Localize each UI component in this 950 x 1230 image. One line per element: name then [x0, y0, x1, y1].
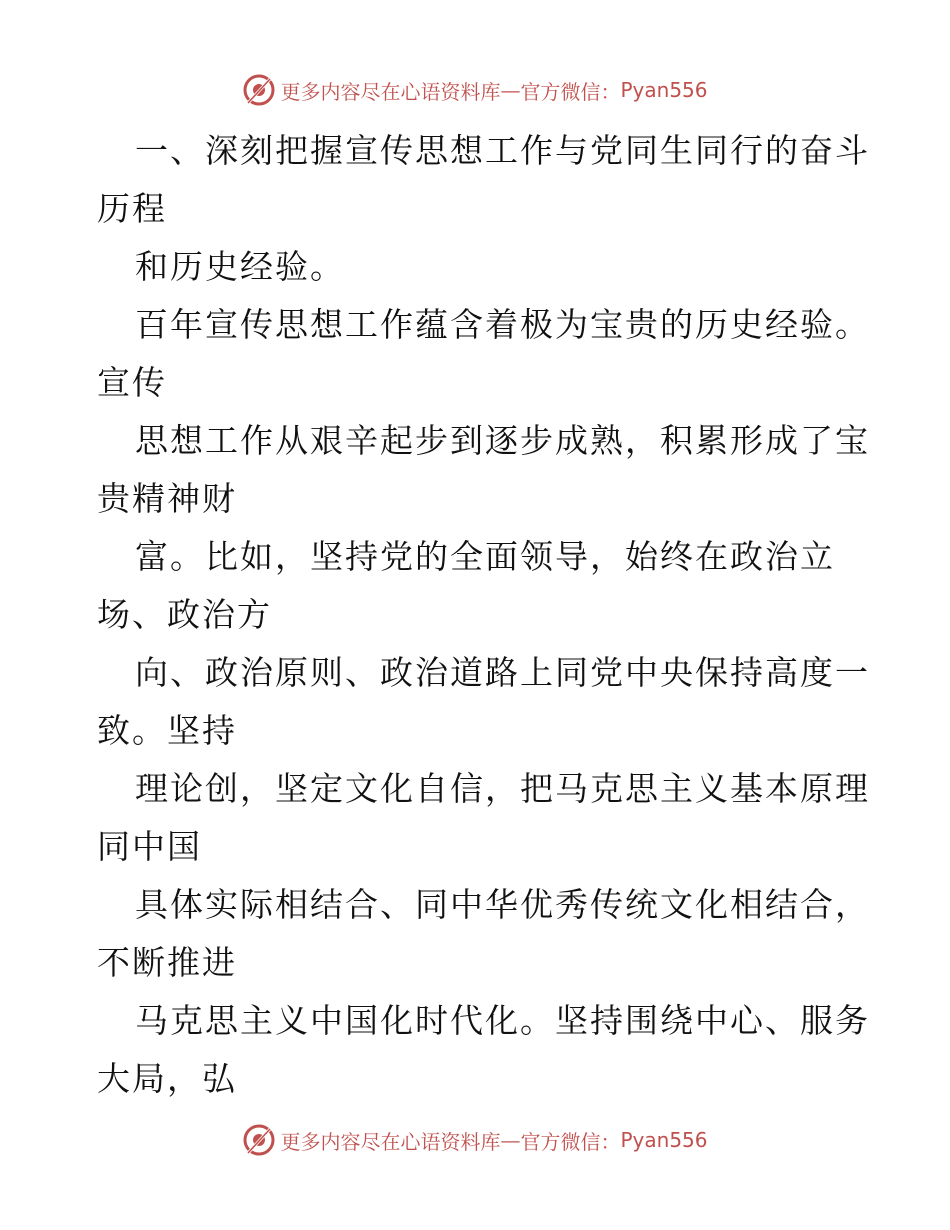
text-line: 和历史经验。 — [135, 247, 345, 286]
text-line: 百年宣传思想工作蕴含着极为宝贵的历史经验。 — [135, 305, 870, 344]
brand-logo-icon — [242, 1123, 276, 1157]
brand-logo-icon — [242, 73, 276, 107]
text-line: 一、深刻把握宣传思想工作与党同生同行的奋斗 — [135, 131, 870, 170]
banner-wechat-id: Pyan556 — [620, 78, 708, 102]
banner-text: 更多内容尽在心语资料库 — [280, 1129, 501, 1154]
banner-wechat-label: 官方微信： — [520, 1129, 621, 1154]
banner-separator: — — [500, 78, 521, 102]
text-line: 宣传 — [97, 363, 167, 402]
text-line: 具体实际相结合、同中华优秀传统文化相结合， — [135, 885, 870, 924]
footer-watermark-banner — [0, 1120, 950, 1160]
banner-text: 更多内容尽在心语资料库 — [280, 79, 501, 104]
text-line: 场、政治方 — [97, 595, 272, 634]
text-line: 不断推进 — [97, 943, 237, 982]
text-line: 贵精神财 — [97, 479, 237, 518]
text-line: 理论创，坚定文化自信，把马克思主义基本原理 — [135, 769, 870, 808]
text-line: 马克思主义中国化时代化。坚持围绕中心、服务 — [135, 1001, 870, 1040]
banner-separator: — — [500, 1128, 521, 1152]
text-line: 大局，弘 — [97, 1059, 237, 1098]
text-line: 历程 — [97, 189, 167, 228]
text-line: 思想工作从艰辛起步到逐步成熟，积累形成了宝 — [135, 421, 870, 460]
text-line: 致。坚持 — [97, 711, 237, 750]
document-body — [97, 122, 870, 1108]
banner-wechat-label: 官方微信： — [520, 79, 621, 104]
text-line: 同中国 — [97, 827, 202, 866]
text-line: 向、政治原则、政治道路上同党中央保持高度一 — [135, 653, 870, 692]
banner-wechat-id: Pyan556 — [620, 1128, 708, 1152]
header-watermark-banner — [0, 70, 950, 110]
text-line: 富。比如，坚持党的全面领导，始终在政治立 — [135, 537, 835, 576]
